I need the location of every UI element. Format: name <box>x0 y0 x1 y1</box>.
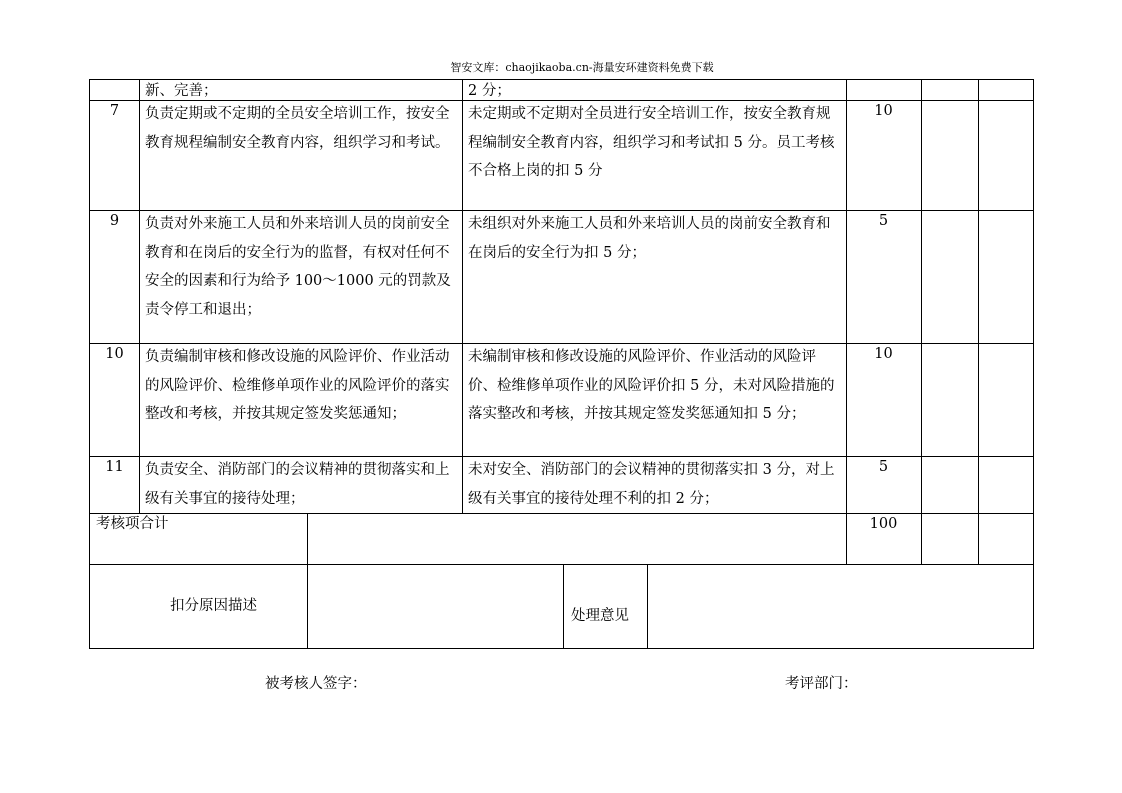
deduction-cell <box>921 100 979 211</box>
criteria-cell: 未编制审核和修改设施的风险评价、作业活动的风险评价、检维修单项作业的风险评价扣 5 分，未对风险措施的落实整改和考核，并按其规定签发奖惩通知扣 5 分； <box>462 343 847 457</box>
score-cell: 5 <box>846 210 922 344</box>
deduction-reason-label: 扣分原因描述 <box>89 564 308 649</box>
handling-opinion-field[interactable] <box>647 564 1034 649</box>
deduction-cell <box>921 343 979 457</box>
assessee-signature-label: 被考核人签字： <box>265 676 367 692</box>
total-blank-cell <box>307 513 847 565</box>
final-score-cell <box>978 456 1034 514</box>
deduction-cell <box>921 210 979 344</box>
criteria-cell: 2 分； <box>462 79 847 101</box>
duty-cell: 负责对外来施工人员和外来培训人员的岗前安全教育和在岗后的安全行为的监督，有权对任何不安全的因素和行为给予 100～1000 元的罚款及责令停工和退出； <box>139 210 463 344</box>
score-cell: 5 <box>846 456 922 514</box>
deduction-cell <box>921 79 979 101</box>
score-cell: 10 <box>846 100 922 211</box>
deduction-cell <box>921 456 979 514</box>
final-score-cell <box>978 343 1034 457</box>
total-final-cell <box>978 513 1034 565</box>
criteria-cell: 未定期或不定期对全员进行安全培训工作，按安全教育规程编制安全教育内容，组织学习和考试扣 5 分。员工考核不合格上岗的扣 5 分 <box>462 100 847 211</box>
row-number: 7 <box>89 100 140 211</box>
row-number: 10 <box>89 343 140 457</box>
row-number: 9 <box>89 210 140 344</box>
row-number: 11 <box>89 456 140 514</box>
watermark-header: 智安文库：chaojikaoba.cn-海量安环建资料免费下载 <box>450 61 714 74</box>
handling-opinion-label: 处理意见 <box>563 564 648 649</box>
final-score-cell <box>978 210 1034 344</box>
final-score-cell <box>978 79 1034 101</box>
duty-cell: 负责安全、消防部门的会议精神的贯彻落实和上级有关事宜的接待处理； <box>139 456 463 514</box>
duty-cell: 负责编制审核和修改设施的风险评价、作业活动的风险评价、检维修单项作业的风险评价的落实整改和考核，并按其规定签发奖惩通知； <box>139 343 463 457</box>
duty-cell: 负责定期或不定期的全员安全培训工作，按安全教育规程编制安全教育内容，组织学习和考试。 <box>139 100 463 211</box>
criteria-cell: 未对安全、消防部门的会议精神的贯彻落实扣 3 分，对上级有关事宜的接待处理不利的扣 2 分； <box>462 456 847 514</box>
total-deduction-cell <box>921 513 979 565</box>
total-label: 考核项合计 <box>89 513 308 565</box>
deduction-reason-field[interactable] <box>307 564 564 649</box>
final-score-cell <box>978 100 1034 211</box>
duty-cell: 新、完善； <box>139 79 463 101</box>
criteria-cell: 未组织对外来施工人员和外来培训人员的岗前安全教育和在岗后的安全行为扣 5 分； <box>462 210 847 344</box>
score-cell: 10 <box>846 343 922 457</box>
department-label: 考评部门： <box>785 676 858 692</box>
row-number <box>89 79 140 101</box>
total-score: 100 <box>846 513 922 565</box>
score-cell <box>846 79 922 101</box>
